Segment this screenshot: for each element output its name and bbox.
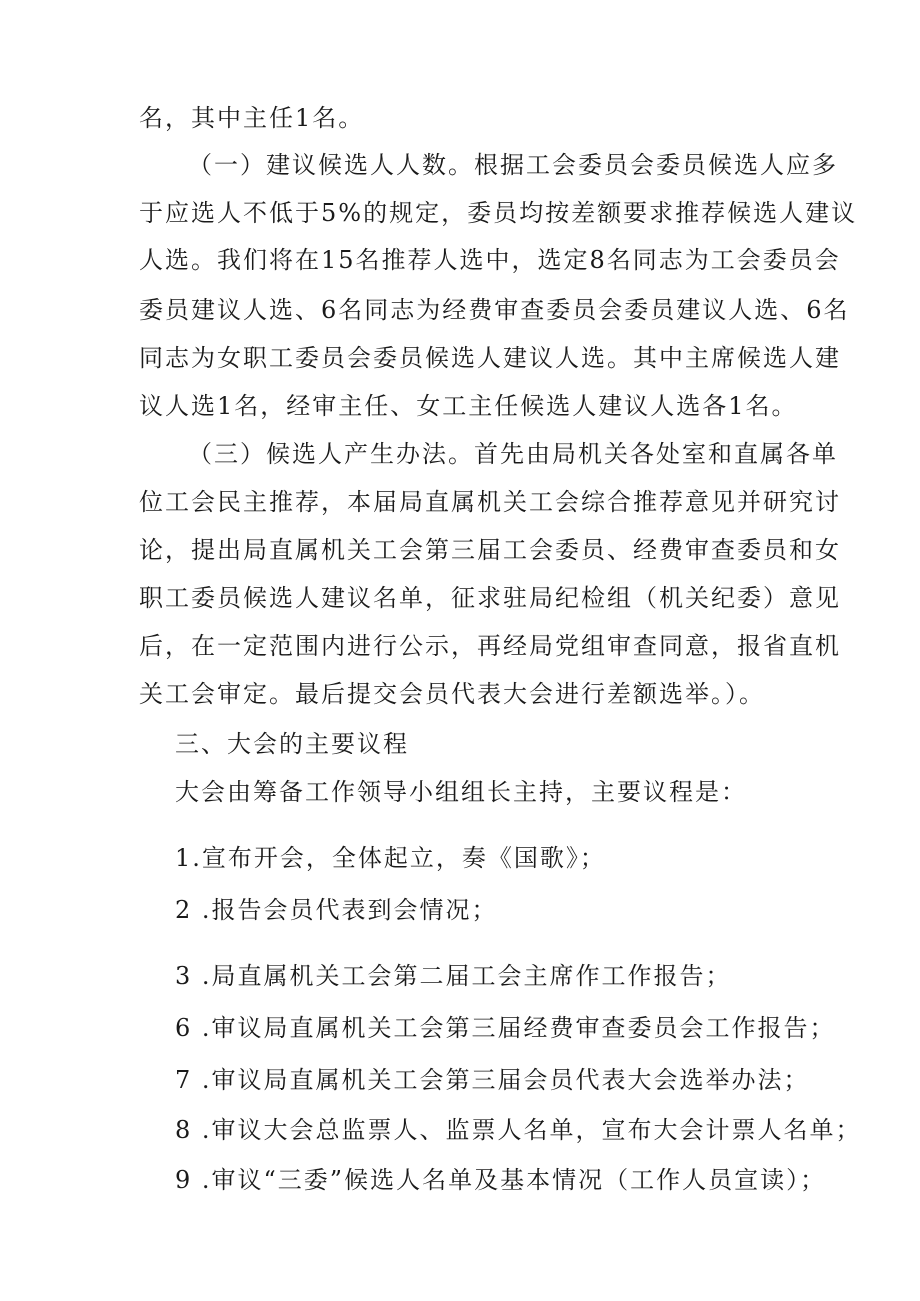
agenda-item: 3 .局直属机关工会第二届工会主席作工作报告； <box>175 962 732 990</box>
text-line: 同志为女职工委员会委员候选人建议人选。其中主席候选人建 <box>139 344 841 372</box>
agenda-item: 9 .审议“三委”候选人名单及基本情况（工作人员宣读）； <box>175 1166 827 1194</box>
text-line: 于应选人不低于5%的规定，委员均按差额要求推荐候选人建议 <box>139 199 858 227</box>
text-line: （三）候选人产生办法。首先由局机关各处室和直属各单 <box>188 440 838 468</box>
text-line: 名，其中主任1名。 <box>139 104 365 132</box>
text-line: 大会由筹备工作领导小组组长主持，主要议程是： <box>175 778 747 806</box>
text-line: 后，在一定范围内进行公示，再经局党组审查同意，报省直机 <box>139 632 841 660</box>
text-line: 关工会审定。最后提交会员代表大会进行差额选举。）。 <box>139 680 765 708</box>
text-line: 职工委员候选人建议名单，征求驻局纪检组（机关纪委）意见 <box>139 584 841 612</box>
agenda-item: 2 .报告会员代表到会情况； <box>175 896 498 924</box>
text-line: 位工会民主推荐，本届局直属机关工会综合推荐意见并研究讨 <box>139 488 841 516</box>
text-line: 论，提出局直属机关工会第三届工会委员、经费审查委员和女 <box>139 536 841 564</box>
agenda-item: 1.宣布开会，全体起立，奏《国歌》； <box>175 844 606 872</box>
agenda-item: 6 .审议局直属机关工会第三届经费审查委员会工作报告； <box>175 1014 836 1042</box>
text-line: 议人选1名，经审主任、女工主任候选人建议人选各1名。 <box>139 392 798 420</box>
text-line: （一）建议候选人人数。根据工会委员会委员候选人应多 <box>188 151 838 179</box>
agenda-item: 7 .审议局直属机关工会第三届会员代表大会选举办法； <box>175 1066 810 1094</box>
text-line: 委员建议人选、6名同志为经费审查委员会委员建议人选、6名 <box>139 296 850 324</box>
section-heading: 三、大会的主要议程 <box>175 730 409 758</box>
agenda-item: 8 .审议大会总监票人、监票人名单，宣布大会计票人名单； <box>175 1116 862 1144</box>
text-line: 人选。我们将在15名推荐人选中，选定8名同志为工会委员会 <box>139 246 841 274</box>
